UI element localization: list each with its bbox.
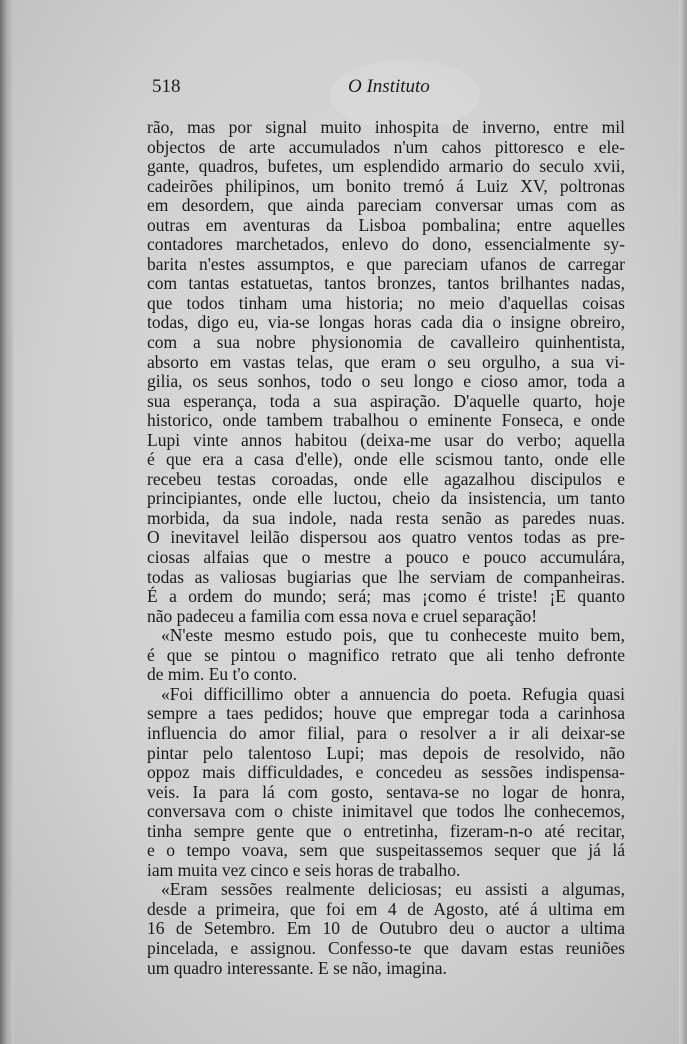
text-line: pincelada, e assignou. Confesso-te que davam estas reuniões: [147, 937, 625, 958]
journal-title: O Instituto: [348, 76, 430, 97]
text-line: morbida, da sua indole, nada resta senão as paredes nuas.: [147, 507, 625, 528]
text-line: sua esperança, toda a sua aspiração. D'aquelle quarto, hoje: [147, 390, 625, 411]
text-line: de mim. Eu t'o conto.: [147, 664, 297, 685]
text-line: principiantes, onde elle luctou, cheio da insistencia, um tanto: [147, 488, 625, 509]
text-line: que todos tinham uma historia; no meio d'aquellas coisas: [147, 292, 625, 313]
running-header: [152, 76, 624, 102]
text-line: em desordem, que ainda pareciam conversar umas com as: [147, 195, 625, 216]
text-line: tinha sempre gente que o entretinha, fizeram-n-o até recitar,: [147, 820, 625, 841]
text-line: Lupi vinte annos habitou (deixa-me usar do verbo; aquella: [147, 429, 625, 450]
page-gutter-shadow: [0, 0, 14, 1044]
text-line: todas, digo eu, via-se longas horas cada dia o insigne obreiro,: [147, 312, 625, 333]
text-line: gilia, os seus sonhos, todo o seu longo e cioso amor, toda a: [147, 371, 625, 392]
text-line: «Eram sessões realmente deliciosas; eu assisti a algumas,: [161, 879, 625, 900]
text-line: «Foi difficillimo obter a annuencia do poeta. Refugia quasi: [161, 683, 625, 704]
text-line: oppoz mais difficuldades, e concedeu as sessões indispensa-: [147, 762, 625, 783]
text-line: desde a primeira, que foi em 4 de Agosto, até á ultima em: [147, 898, 625, 919]
text-line: outras em aventuras da Lisboa pombalina; entre aquelles: [147, 214, 625, 235]
page-edge: [679, 0, 687, 1044]
text-line: com tantas estatuetas, tantos bronzes, tantos brilhantes nadas,: [147, 273, 625, 294]
text-line: ciosas alfaias que o mestre a pouco e pouco accumulára,: [147, 547, 625, 568]
text-line: rão, mas por signal muito inhospita de inverno, entre mil: [147, 117, 625, 137]
body-text: [147, 118, 625, 978]
text-line: absorto em vastas telas, que eram o seu orgulho, a sua vi-: [147, 351, 625, 372]
text-line: influencia do amor filial, para o resolver a ir ali deixar-se: [147, 722, 625, 743]
text-line: é que se pintou o magnifico retrato que ali tenho defronte: [147, 644, 625, 665]
text-line: barita n'estes assumptos, e que pareciam ufanos de carregar: [147, 253, 625, 274]
text-line: É a ordem do mundo; será; mas ¡como é triste! ¡E quanto: [147, 586, 625, 607]
text-line: contadores marchetados, enlevo do dono, essencialmente sy-: [147, 234, 625, 255]
text-line: cadeirões philipinos, um bonito tremó á Luiz XV, poltronas: [147, 175, 625, 196]
text-line: com a sua nobre physionomia de cavalleiro quinhentista,: [147, 332, 625, 353]
text-line: historico, onde tambem trabalhou o eminente Fonseca, e onde: [147, 410, 625, 431]
text-line: recebeu testas coroadas, onde elle agazalhou discipulos e: [147, 468, 625, 489]
text-line: gante, quadros, bufetes, um esplendido armario do seculo xvii,: [147, 156, 625, 177]
text-line: O inevitavel leilão dispersou aos quatro ventos todas as pre-: [147, 527, 625, 548]
text-line: é que era a casa d'elle), onde elle scismou tanto, onde elle: [147, 449, 625, 470]
text-line: um quadro interessante. E se não, imagina.: [147, 957, 447, 978]
page-number: 518: [152, 76, 181, 97]
text-line: iam muita vez cinco e seis horas de trabalho.: [147, 859, 461, 880]
text-line: pintar pelo talentoso Lupi; mas depois de resolvido, não: [147, 742, 625, 763]
text-line: 16 de Setembro. Em 10 de Outubro deu o auctor a ultima: [147, 918, 625, 939]
text-line: objectos de arte accumulados n'um cahos pittoresco e ele-: [147, 136, 625, 157]
text-line: todas as valiosas bugiarias que lhe serviam de companheiras.: [147, 566, 625, 587]
text-line: «N'este mesmo estudo pois, que tu conheceste muito bem,: [161, 625, 625, 646]
text-line: veis. Ia para lá com gosto, sentava-se no logar de honra,: [147, 781, 625, 802]
text-line: não padeceu a familia com essa nova e cruel separação!: [147, 605, 538, 626]
text-line: sempre a taes pedidos; houve que empregar toda a carinhosa: [147, 703, 625, 724]
text-line: e o tempo voava, sem que suspeitassemos sequer que já lá: [147, 840, 625, 861]
text-line: conversava com o chiste inimitavel que todos lhe conhecemos,: [147, 801, 625, 822]
